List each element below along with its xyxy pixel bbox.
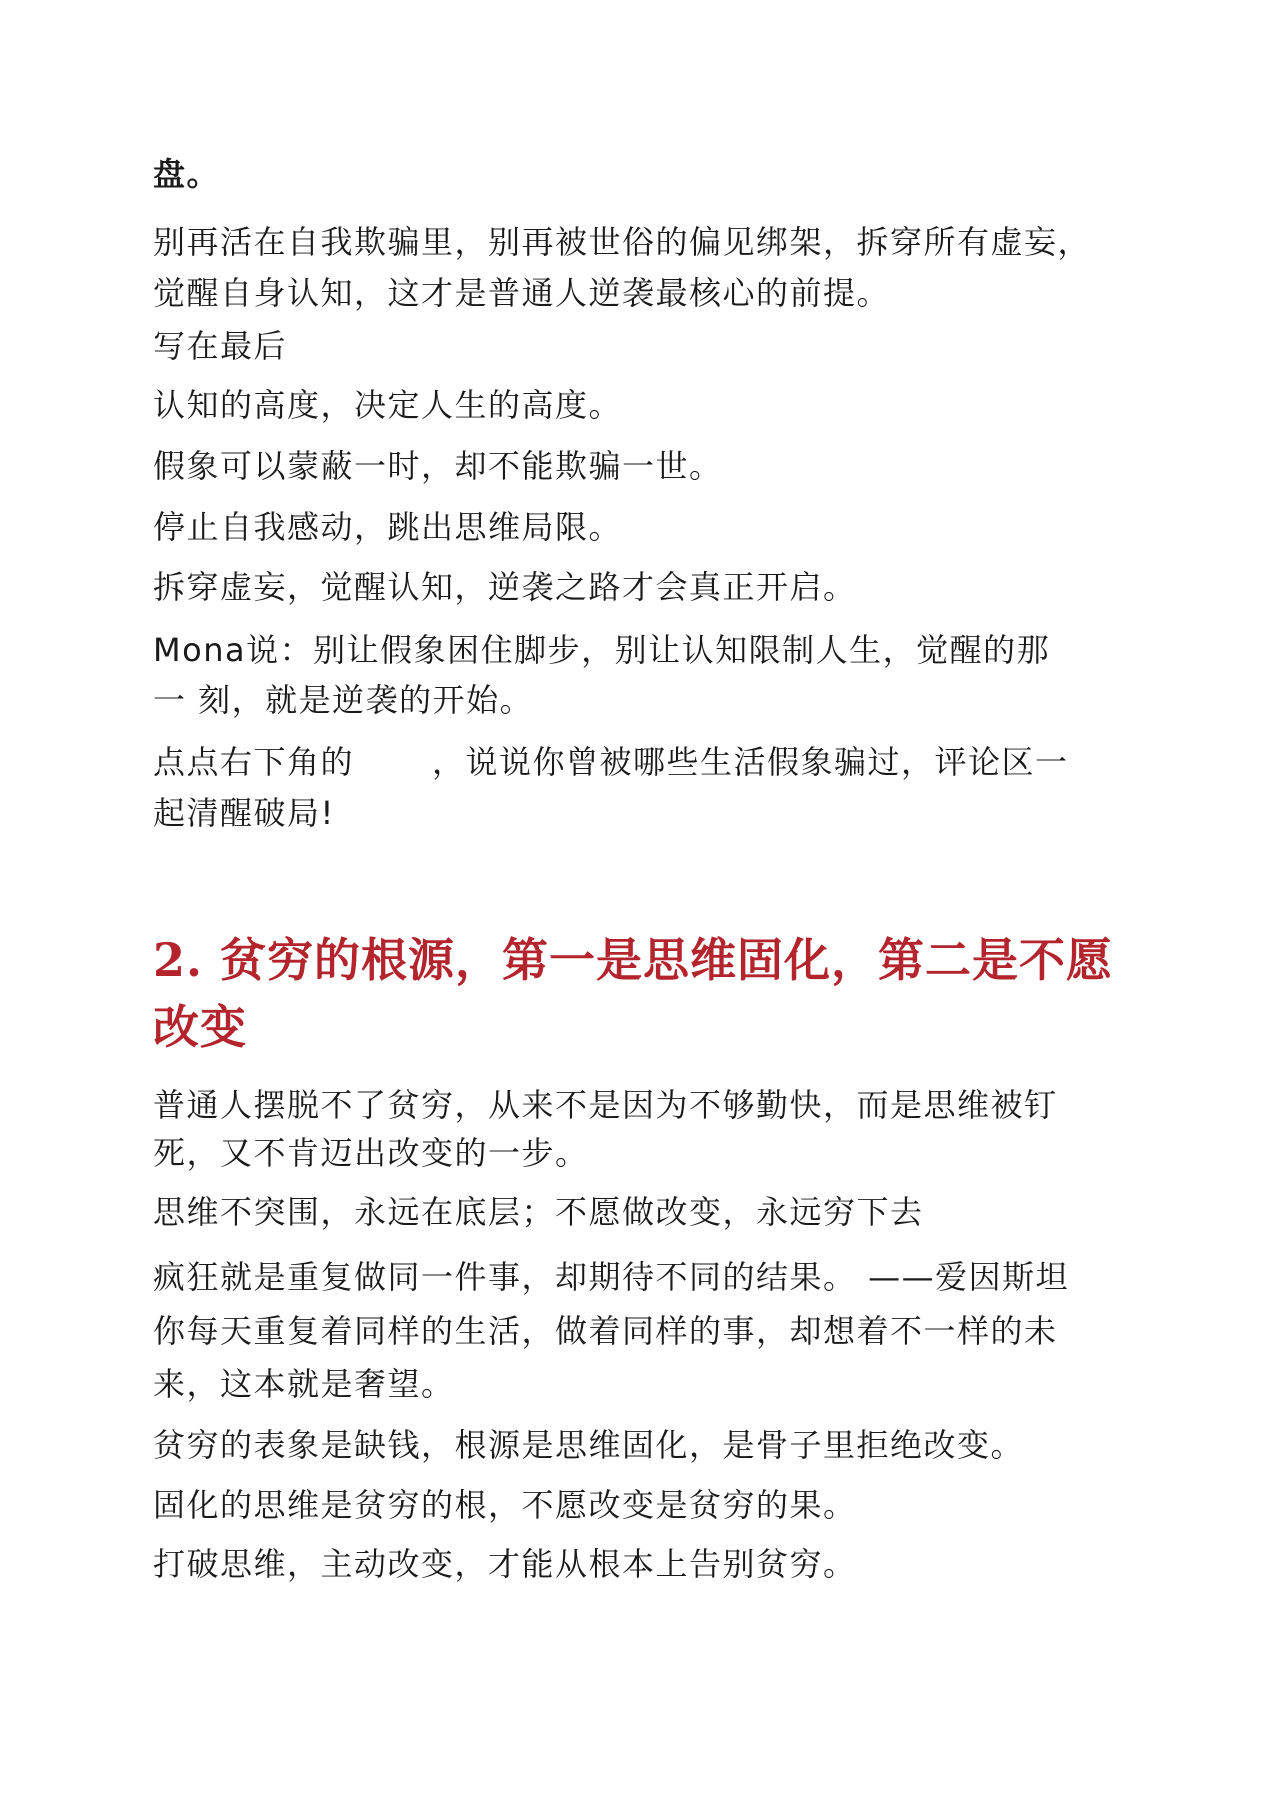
daily-line-2: 来，这本就是奢望。	[153, 1365, 455, 1403]
closing-line-3: 停止自我感动，跳出思维局限。	[153, 508, 623, 546]
intro-line-1: 普通人摆脱不了贫穷，从来不是因为不够勤快，而是思维被钉	[153, 1086, 1058, 1124]
section-heading-line-2: 改变	[153, 1000, 247, 1054]
daily-line-1: 你每天重复着同样的生活，做着同样的事，却想着不一样的未	[153, 1312, 1058, 1350]
einstein-quote: 疯狂就是重复做同一件事，却期待不同的结果。 ——爱因斯坦	[153, 1258, 1070, 1296]
cta-before: 点点右下角的	[153, 743, 355, 781]
paragraph-line-2: 觉醒自身认知，这才是普通人逆袭最核心的前提。	[153, 274, 891, 312]
closing-line-2: 假象可以蒙蔽一时，却不能欺骗一世。	[153, 447, 723, 485]
statement-line-b: 贫穷的表象是缺钱，根源是思维固化，是骨子里拒绝改变。	[153, 1426, 1025, 1464]
closing-line-4: 拆穿虚妄，觉醒认知，逆袭之路才会真正开启。	[153, 568, 857, 606]
mona-quote-line-2: 一 刻，就是逆袭的开始。	[153, 681, 534, 719]
paragraph-line-1: 别再活在自我欺骗里，别再被世俗的偏见绑架，拆穿所有虚妄，	[153, 223, 1092, 261]
cta-line-2: 起清醒破局!	[153, 794, 335, 832]
cta-line-1	[153, 742, 1069, 782]
closing-line-1: 认知的高度，决定人生的高度。	[153, 386, 623, 424]
statement-line-c: 固化的思维是贫穷的根，不愿改变是贫穷的果。	[153, 1486, 857, 1524]
statement-line-d: 打破思维，主动改变，才能从根本上告别贫穷。	[153, 1545, 857, 1583]
mona-quote-line-1: Mona说：别让假象困住脚步，别让认知限制人生，觉醒的那	[153, 631, 1051, 669]
cta-after: ，说说你曾被哪些生活假象骗过，评论区一	[432, 743, 1069, 781]
lead-fragment: 盘。	[153, 155, 221, 193]
statement-line-a: 思维不突围，永远在底层；不愿做改变，永远穷下去	[153, 1193, 924, 1231]
closing-title: 写在最后	[153, 327, 288, 365]
intro-line-2: 死，又不肯迈出改变的一步。	[153, 1134, 589, 1172]
section-heading-line-1: 2. 贫穷的根源，第一是思维固化，第二是不愿	[153, 933, 1114, 987]
